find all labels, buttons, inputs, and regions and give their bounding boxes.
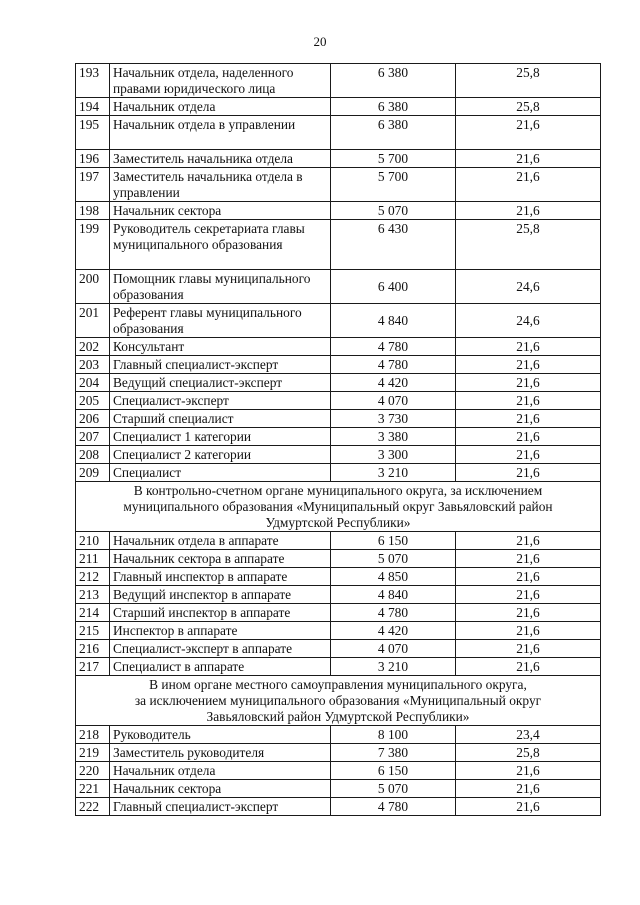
section-header bbox=[76, 482, 601, 532]
coefficient-value: 21,6 bbox=[456, 168, 601, 202]
salary-value: 6 400 bbox=[331, 270, 456, 304]
position-title: Специалист 2 категории bbox=[110, 446, 331, 464]
position-title: Начальник отдела bbox=[110, 762, 331, 780]
coefficient-value: 21,6 bbox=[456, 762, 601, 780]
table-row bbox=[76, 568, 601, 586]
row-number: 213 bbox=[76, 586, 110, 604]
table-row bbox=[76, 446, 601, 464]
page-number: 20 bbox=[313, 34, 327, 49]
row-number: 198 bbox=[76, 202, 110, 220]
salary-value: 4 780 bbox=[331, 338, 456, 356]
table-row bbox=[76, 532, 601, 550]
table-row bbox=[76, 428, 601, 446]
table-row bbox=[76, 550, 601, 568]
row-number: 194 bbox=[76, 98, 110, 116]
salary-value: 6 380 bbox=[331, 64, 456, 98]
position-title: Начальник отдела, наделенного правами юридического лица bbox=[110, 64, 331, 98]
section-header-row bbox=[76, 676, 601, 726]
salary-value: 4 840 bbox=[331, 586, 456, 604]
position-title: Начальник сектора в аппарате bbox=[110, 550, 331, 568]
salary-value: 4 780 bbox=[331, 798, 456, 816]
row-number: 193 bbox=[76, 64, 110, 98]
table-row bbox=[76, 304, 601, 338]
salary-value: 4 070 bbox=[331, 640, 456, 658]
salary-value: 5 070 bbox=[331, 780, 456, 798]
table-row bbox=[76, 220, 601, 270]
row-number: 218 bbox=[76, 726, 110, 744]
row-number: 201 bbox=[76, 304, 110, 338]
position-title: Референт главы муниципального образования bbox=[110, 304, 331, 338]
section-header-row bbox=[76, 482, 601, 532]
row-number: 208 bbox=[76, 446, 110, 464]
table-row bbox=[76, 640, 601, 658]
table-row bbox=[76, 98, 601, 116]
table-row bbox=[76, 744, 601, 762]
coefficient-value: 21,6 bbox=[456, 798, 601, 816]
position-title: Заместитель начальника отдела в управлении bbox=[110, 168, 331, 202]
section-header bbox=[76, 676, 601, 726]
coefficient-value: 21,6 bbox=[456, 658, 601, 676]
salary-value: 4 850 bbox=[331, 568, 456, 586]
position-title: Старший специалист bbox=[110, 410, 331, 428]
coefficient-value: 25,8 bbox=[456, 744, 601, 762]
coefficient-value: 24,6 bbox=[456, 304, 601, 338]
salary-value: 4 840 bbox=[331, 304, 456, 338]
row-number: 220 bbox=[76, 762, 110, 780]
salary-value: 4 420 bbox=[331, 622, 456, 640]
position-title: Начальник отдела в аппарате bbox=[110, 532, 331, 550]
salary-value: 4 780 bbox=[331, 356, 456, 374]
coefficient-value: 21,6 bbox=[456, 392, 601, 410]
table-row bbox=[76, 374, 601, 392]
position-title: Специалист-эксперт в аппарате bbox=[110, 640, 331, 658]
table-row bbox=[76, 392, 601, 410]
row-number: 221 bbox=[76, 780, 110, 798]
row-number: 216 bbox=[76, 640, 110, 658]
salary-value: 3 210 bbox=[331, 464, 456, 482]
salary-value: 3 730 bbox=[331, 410, 456, 428]
coefficient-value: 23,4 bbox=[456, 726, 601, 744]
row-number: 209 bbox=[76, 464, 110, 482]
table-row bbox=[76, 410, 601, 428]
table-row bbox=[76, 798, 601, 816]
row-number: 222 bbox=[76, 798, 110, 816]
salary-value: 3 380 bbox=[331, 428, 456, 446]
row-number: 205 bbox=[76, 392, 110, 410]
table-row bbox=[76, 168, 601, 202]
salary-value: 6 380 bbox=[331, 98, 456, 116]
coefficient-value: 21,6 bbox=[456, 464, 601, 482]
salary-value: 4 780 bbox=[331, 604, 456, 622]
row-number: 219 bbox=[76, 744, 110, 762]
row-number: 214 bbox=[76, 604, 110, 622]
table-row bbox=[76, 658, 601, 676]
position-title: Начальник отдела в управлении bbox=[110, 116, 331, 150]
position-title: Помощник главы муниципального образования bbox=[110, 270, 331, 304]
salary-value: 6 150 bbox=[331, 762, 456, 780]
position-title: Руководитель секретариата главы муниципального образования bbox=[110, 220, 331, 270]
coefficient-value: 21,6 bbox=[456, 550, 601, 568]
row-number: 212 bbox=[76, 568, 110, 586]
salary-value: 4 070 bbox=[331, 392, 456, 410]
salary-value: 5 070 bbox=[331, 550, 456, 568]
table-row bbox=[76, 726, 601, 744]
row-number: 217 bbox=[76, 658, 110, 676]
coefficient-value: 21,6 bbox=[456, 568, 601, 586]
coefficient-value: 21,6 bbox=[456, 640, 601, 658]
coefficient-value: 21,6 bbox=[456, 780, 601, 798]
position-title: Главный инспектор в аппарате bbox=[110, 568, 331, 586]
row-number: 203 bbox=[76, 356, 110, 374]
table-row bbox=[76, 586, 601, 604]
position-title: Специалист bbox=[110, 464, 331, 482]
salary-value: 6 380 bbox=[331, 116, 456, 150]
row-number: 210 bbox=[76, 532, 110, 550]
row-number: 211 bbox=[76, 550, 110, 568]
row-number: 206 bbox=[76, 410, 110, 428]
coefficient-value: 21,6 bbox=[456, 374, 601, 392]
coefficient-value: 21,6 bbox=[456, 532, 601, 550]
coefficient-value: 25,8 bbox=[456, 220, 601, 270]
table-row bbox=[76, 270, 601, 304]
salary-value: 4 420 bbox=[331, 374, 456, 392]
salary-table bbox=[75, 63, 601, 816]
position-title: Инспектор в аппарате bbox=[110, 622, 331, 640]
salary-value: 7 380 bbox=[331, 744, 456, 762]
salary-value: 6 430 bbox=[331, 220, 456, 270]
salary-value: 5 700 bbox=[331, 150, 456, 168]
salary-value: 5 070 bbox=[331, 202, 456, 220]
coefficient-value: 21,6 bbox=[456, 356, 601, 374]
coefficient-value: 24,6 bbox=[456, 270, 601, 304]
position-title: Консультант bbox=[110, 338, 331, 356]
coefficient-value: 25,8 bbox=[456, 98, 601, 116]
position-title: Начальник сектора bbox=[110, 202, 331, 220]
position-title: Специалист 1 категории bbox=[110, 428, 331, 446]
coefficient-value: 21,6 bbox=[456, 622, 601, 640]
row-number: 196 bbox=[76, 150, 110, 168]
row-number: 204 bbox=[76, 374, 110, 392]
coefficient-value: 21,6 bbox=[456, 428, 601, 446]
table-row bbox=[76, 116, 601, 150]
position-title: Начальник отдела bbox=[110, 98, 331, 116]
coefficient-value: 21,6 bbox=[456, 338, 601, 356]
table-row bbox=[76, 356, 601, 374]
row-number: 195 bbox=[76, 116, 110, 150]
coefficient-value: 21,6 bbox=[456, 150, 601, 168]
coefficient-value: 21,6 bbox=[456, 586, 601, 604]
position-title: Ведущий инспектор в аппарате bbox=[110, 586, 331, 604]
position-title: Главный специалист-эксперт bbox=[110, 356, 331, 374]
position-title: Руководитель bbox=[110, 726, 331, 744]
row-number: 215 bbox=[76, 622, 110, 640]
table-row bbox=[76, 780, 601, 798]
position-title: Начальник сектора bbox=[110, 780, 331, 798]
table-row bbox=[76, 604, 601, 622]
position-title: Ведущий специалист-эксперт bbox=[110, 374, 331, 392]
position-title: Заместитель руководителя bbox=[110, 744, 331, 762]
salary-value: 6 150 bbox=[331, 532, 456, 550]
section-header-line: муниципального образования «Муниципальный округ Завьяловский район bbox=[123, 499, 553, 514]
coefficient-value: 25,8 bbox=[456, 64, 601, 98]
table-row bbox=[76, 464, 601, 482]
position-title: Специалист в аппарате bbox=[110, 658, 331, 676]
row-number: 197 bbox=[76, 168, 110, 202]
section-header-line: Удмуртской Республики» bbox=[265, 515, 411, 530]
salary-value: 8 100 bbox=[331, 726, 456, 744]
row-number: 200 bbox=[76, 270, 110, 304]
coefficient-value: 21,6 bbox=[456, 116, 601, 150]
row-number: 207 bbox=[76, 428, 110, 446]
coefficient-value: 21,6 bbox=[456, 202, 601, 220]
salary-value: 3 210 bbox=[331, 658, 456, 676]
row-number: 202 bbox=[76, 338, 110, 356]
table-row bbox=[76, 202, 601, 220]
position-title: Главный специалист-эксперт bbox=[110, 798, 331, 816]
section-header-line: за исключением муниципального образования «Муниципальный округ bbox=[134, 693, 542, 708]
section-header-line: Завьяловский район Удмуртской Республики» bbox=[206, 709, 470, 724]
row-number: 199 bbox=[76, 220, 110, 270]
position-title: Заместитель начальника отдела bbox=[110, 150, 331, 168]
coefficient-value: 21,6 bbox=[456, 410, 601, 428]
section-header-line: В ином органе местного самоуправления муниципального округа, bbox=[149, 677, 527, 692]
salary-value: 5 700 bbox=[331, 168, 456, 202]
table-row bbox=[76, 622, 601, 640]
table-row bbox=[76, 64, 601, 98]
section-header-line: В контрольно-счетном органе муниципального округа, за исключением bbox=[133, 483, 543, 498]
position-title: Специалист-эксперт bbox=[110, 392, 331, 410]
coefficient-value: 21,6 bbox=[456, 604, 601, 622]
salary-table-body bbox=[76, 64, 601, 816]
salary-value: 3 300 bbox=[331, 446, 456, 464]
position-title: Старший инспектор в аппарате bbox=[110, 604, 331, 622]
table-row bbox=[76, 338, 601, 356]
table-row bbox=[76, 150, 601, 168]
coefficient-value: 21,6 bbox=[456, 446, 601, 464]
table-row bbox=[76, 762, 601, 780]
